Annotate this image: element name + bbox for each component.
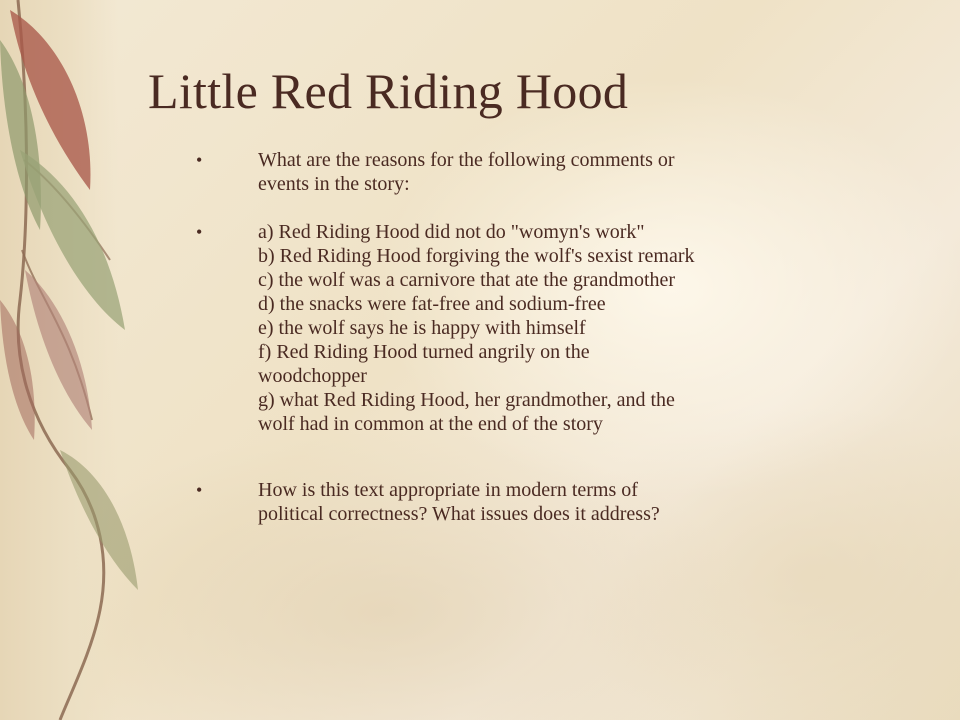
bullet-item-events-list xyxy=(196,220,836,436)
bullet-item-question xyxy=(196,148,836,196)
event-line-g: g) what Red Riding Hood, her grandmother, and the xyxy=(258,389,675,411)
bullet-text-line: events in the story: xyxy=(258,173,410,195)
event-line-c: c) the wolf was a carnivore that ate the grandmother xyxy=(258,269,676,291)
bullet-list xyxy=(196,148,836,526)
bullet-text-line: What are the reasons for the following comments or xyxy=(258,149,675,171)
event-line-b: b) Red Riding Hood forgiving the wolf's sexist remark xyxy=(258,245,695,267)
bullet-text-line: political correctness? What issues does it address? xyxy=(258,503,660,525)
bullet-dot-icon: • xyxy=(196,222,203,242)
event-line-a: a) Red Riding Hood did not do "womyn's work" xyxy=(258,221,645,243)
event-line-f: f) Red Riding Hood turned angrily on the xyxy=(258,341,590,363)
event-line-d: d) the snacks were fat-free and sodium-free xyxy=(258,293,606,315)
bullet-item-modern-question xyxy=(196,478,836,526)
leaf-lower-olive xyxy=(60,450,138,590)
event-line-f-cont: woodchopper xyxy=(258,365,367,387)
bullet-dot-icon: • xyxy=(196,480,203,500)
slide-title: Little Red Riding Hood xyxy=(148,63,629,119)
bullet-text-line: How is this text appropriate in modern terms of xyxy=(258,479,638,501)
event-line-g-cont: wolf had in common at the end of the story xyxy=(258,413,603,435)
event-line-e: e) the wolf says he is happy with himself xyxy=(258,317,586,339)
bullet-dot-icon: • xyxy=(196,150,203,170)
leaf-mid-pink xyxy=(25,270,92,430)
